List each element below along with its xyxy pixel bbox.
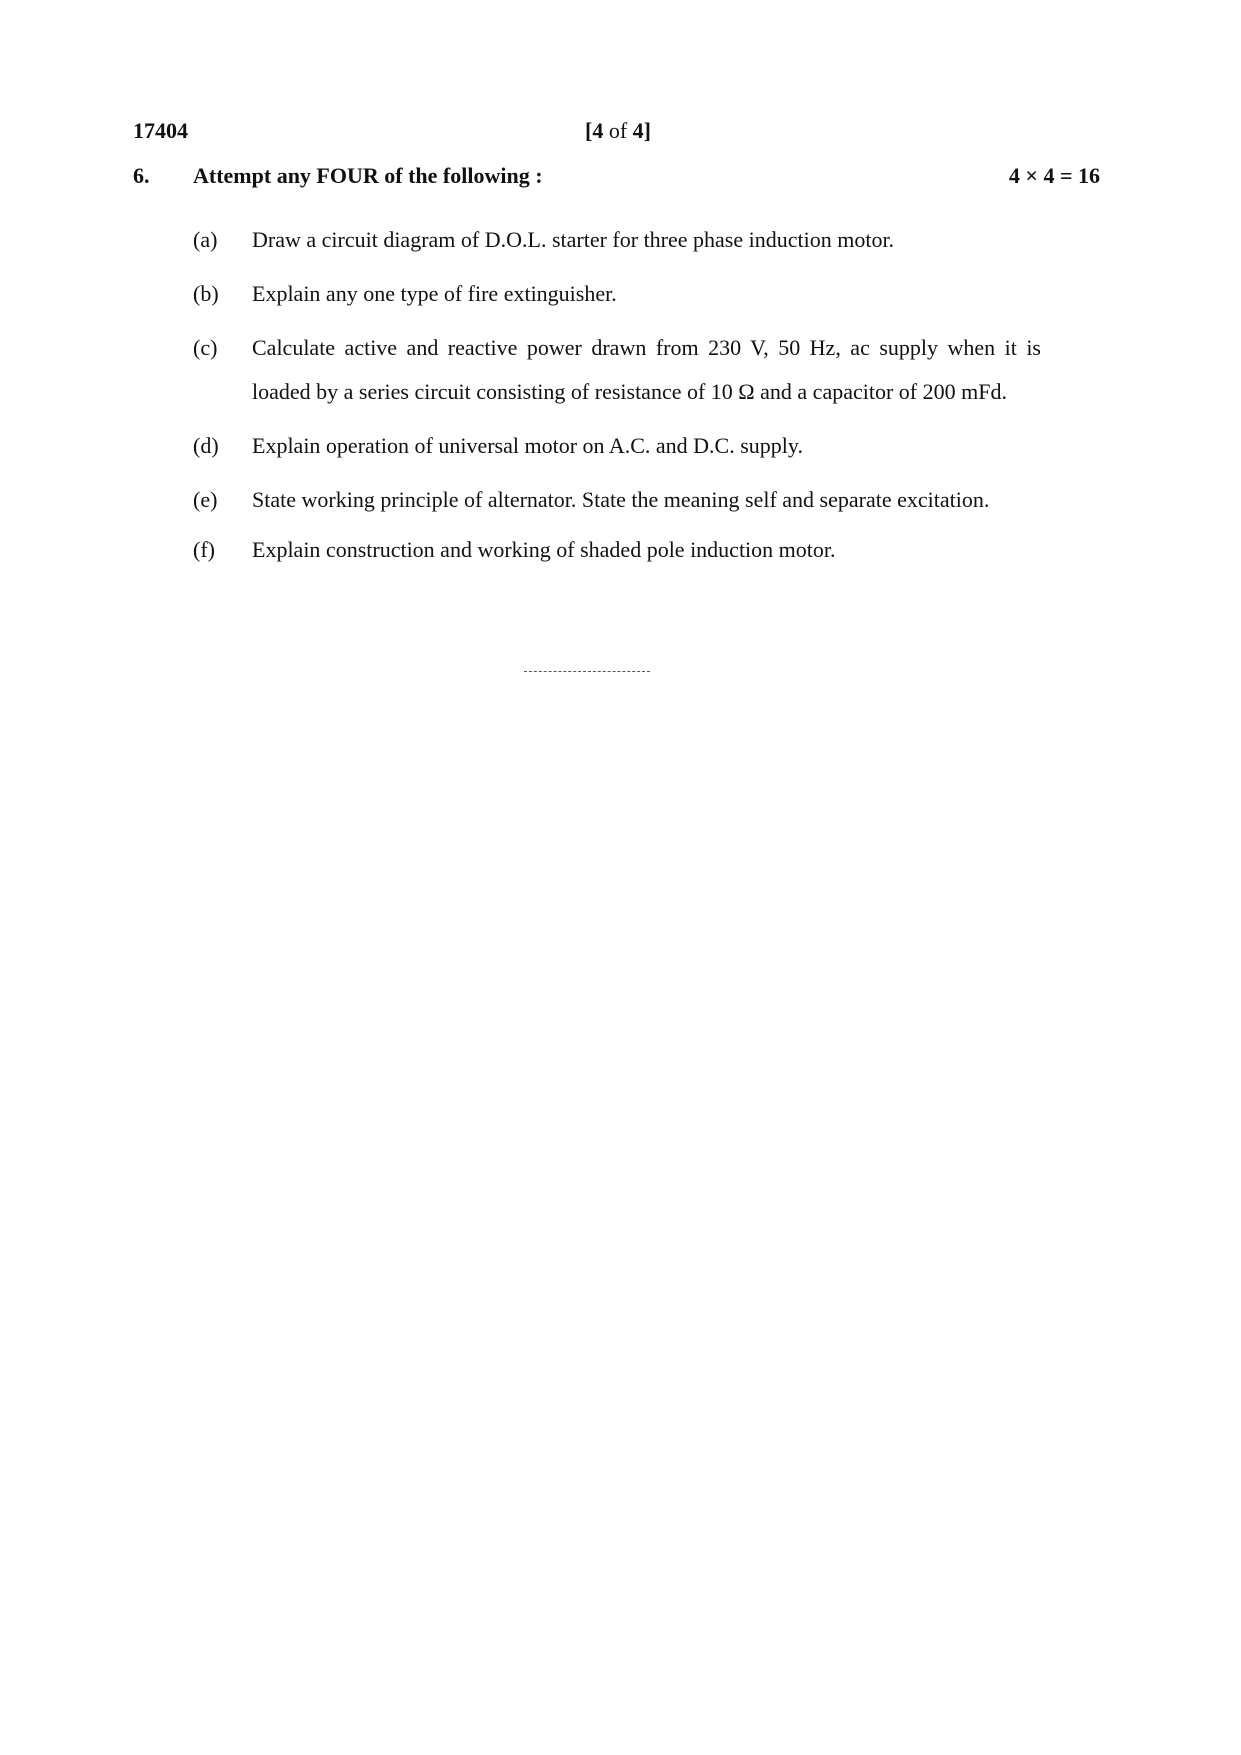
item-text: Explain any one type of fire extinguisher. [252, 281, 617, 306]
item-text: Draw a circuit diagram of D.O.L. starter for three phase induction motor. [252, 227, 895, 252]
page-indicator [585, 118, 651, 144]
item-label: (d) [193, 433, 219, 458]
item-label: (f) [193, 537, 215, 562]
page-indicator-close: ] [643, 118, 651, 143]
question-number: 6. [133, 163, 150, 188]
page-indicator-open: [ [585, 118, 593, 143]
question-item-f [193, 528, 1041, 572]
page-indicator-current: 4 [592, 118, 604, 143]
question-item-c [193, 326, 1041, 414]
item-label: (a) [193, 227, 218, 252]
question-marks: 4 × 4 = 16 [1008, 163, 1100, 188]
question-item-d [193, 424, 1041, 468]
item-label: (e) [193, 487, 218, 512]
item-text: State working principle of alternator. State the meaning self and separate excitation. [252, 487, 990, 512]
question-instruction: Attempt any FOUR of the following : [193, 163, 543, 188]
page-indicator-total: 4 [632, 118, 644, 143]
item-text: Explain operation of universal motor on A.C. and D.C. supply. [252, 433, 803, 458]
question-item-b [193, 272, 1041, 316]
page-indicator-of: of [603, 118, 633, 143]
item-text: Explain construction and working of shaded pole induction motor. [252, 537, 836, 562]
question-items-list [193, 218, 1041, 572]
question-item-a [193, 218, 1041, 262]
question-item-e [193, 478, 1041, 522]
item-label: (b) [193, 281, 219, 306]
paper-code: 17404 [133, 118, 188, 143]
item-label: (c) [193, 335, 218, 360]
item-text: Calculate active and reactive power drawn from 230 V, 50 Hz, ac supply when it is loaded by a series circuit consisting of resistance of 10 Ω and a capacitor of 200 mFd. [252, 335, 1041, 404]
end-of-paper-divider [524, 671, 650, 672]
